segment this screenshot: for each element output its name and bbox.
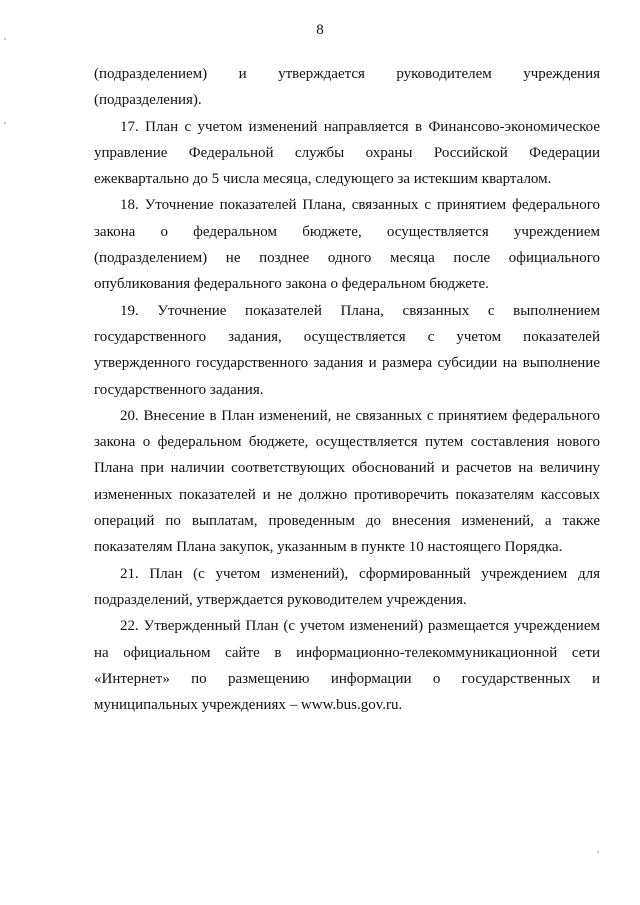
scan-speck: [4, 38, 6, 40]
paragraph-item-19: 19. Уточнение показателей Плана, связанных с выполнением государственного задания, осуществляется с учетом показателей утвержденного государственного задания и размера субсидии на выполнение государственного задания.: [94, 302, 600, 398]
paragraph-item-22: 22. Утвержденный План (с учетом изменений) размещается учреждением на официальном сайте в информационно-телекоммуникационной сети «Интернет» по размещению информации о государственных и муниципальных учреждениях – www.bus.gov.ru.: [94, 618, 600, 714]
paragraph-item-20: 20. Внесение в План изменений, не связанных с принятием федерального закона о федеральном бюджете, осуществляется путем составления нового Плана при наличии соответствующих обоснований и расчетов на величину измененных показателей и не должно противоречить показателям кассовых операций по выплатам, проведенным до внесения изменений, а также показателям Плана закупок, указанным в пункте 10 настоящего Порядка.: [94, 407, 600, 556]
paragraph-item-17: 17. План с учетом изменений направляется в Финансово-экономическое управление Федеральной службы охраны Российской Федерации ежеквартально до 5 числа месяца, следующего за истекшим кварталом.: [94, 118, 600, 188]
paragraph-continuation: (подразделением) и утверждается руководителем учреждения (подразделения).: [94, 66, 600, 109]
scan-speck: [597, 851, 599, 853]
document-body: [94, 61, 600, 718]
paragraph-item-18: 18. Уточнение показателей Плана, связанных с принятием федерального закона о федеральном бюджете, осуществляется учреждением (подразделением) не позднее одного месяца после официального опубликования федерального закона о федеральном бюджете.: [94, 197, 600, 293]
page-number: 8: [316, 22, 324, 38]
paragraph-item-21: 21. План (с учетом изменений), сформированный учреждением для подразделений, утверждается руководителем учреждения.: [94, 565, 600, 608]
scan-speck: [4, 122, 6, 124]
